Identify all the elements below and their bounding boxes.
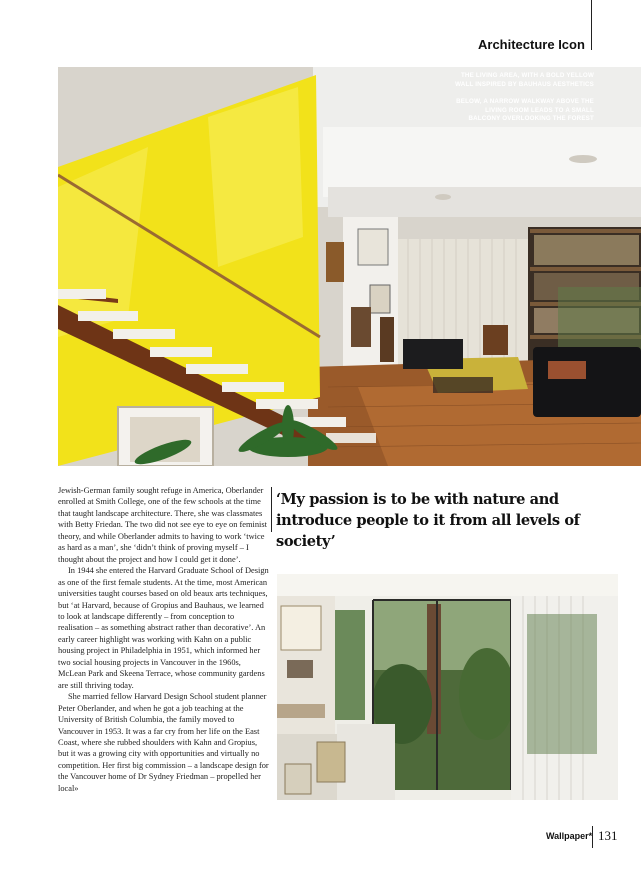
article-body [58,485,269,794]
living-area-photo [58,67,641,466]
pullquote-rule [271,487,272,532]
photo-caption-living-area: THE LIVING AREA, WITH A BOLD YELLOW WALL INSPIRED BY BAUHAUS AESTHETICS [455,72,594,88]
walkway-balcony-photo [277,574,618,800]
body-paragraph: In 1944 she entered the Harvard Graduate School of Design as one of the first female students. At the time, most American universities taught courses based on old beaux arts techniques, but ‘at Harvard, because of Gropius and Bauhaus, we learned to look at landscape differently – from conception to realisation – as something abstract rather than decorative’. An early career highlight was working with Kahn on a public housing project in Philadelphia in 1951, which informed her two social housing projects in Vancouver in the 1960s, McLean Park and Skeena Terrace, whose community gardens are still thriving today. [58,566,269,690]
body-paragraph: She married fellow Harvard Design School student planner Peter Oberlander, and when he got a job teaching at the University of British Columbia, the family moved to Vancouver in 1953. It was a far cry from her life on the East Coast, where she rubbed shoulders with Kahn and Gropius, but it was a growing city with opportunities and virtually no competition. Her first big commission – a landscape design for the Vancouver home of Dr Sydney Friedman – propelled her local» [58,692,269,793]
body-paragraph: Jewish-German family sought refuge in America, Oberlander enrolled at Smith College, one of the few schools at the time that taught landscape architecture. There, she was classmates with Betty Friedan. The two did not see eye to eye on feminist theory, and while Oberlander admits to having to work ‘twice as hard as a man’, she ‘didn’t think of proving myself – I thought about the project and how I could get it done’. [58,486,267,564]
magazine-brand: Wallpaper* [546,831,593,841]
page-number: 131 [598,828,618,843]
folio-rule [592,826,593,848]
photo-caption-walkway: BELOW, A NARROW WALKWAY ABOVE THE LIVING ROOM LEADS TO A SMALL BALCONY OVERLOOKING THE FOREST [456,98,594,123]
header-rule [591,0,592,50]
section-label: Architecture Icon [478,37,585,52]
pull-quote: ‘My passion is to be with nature and introduce people to it from all levels of society’ [276,491,580,550]
